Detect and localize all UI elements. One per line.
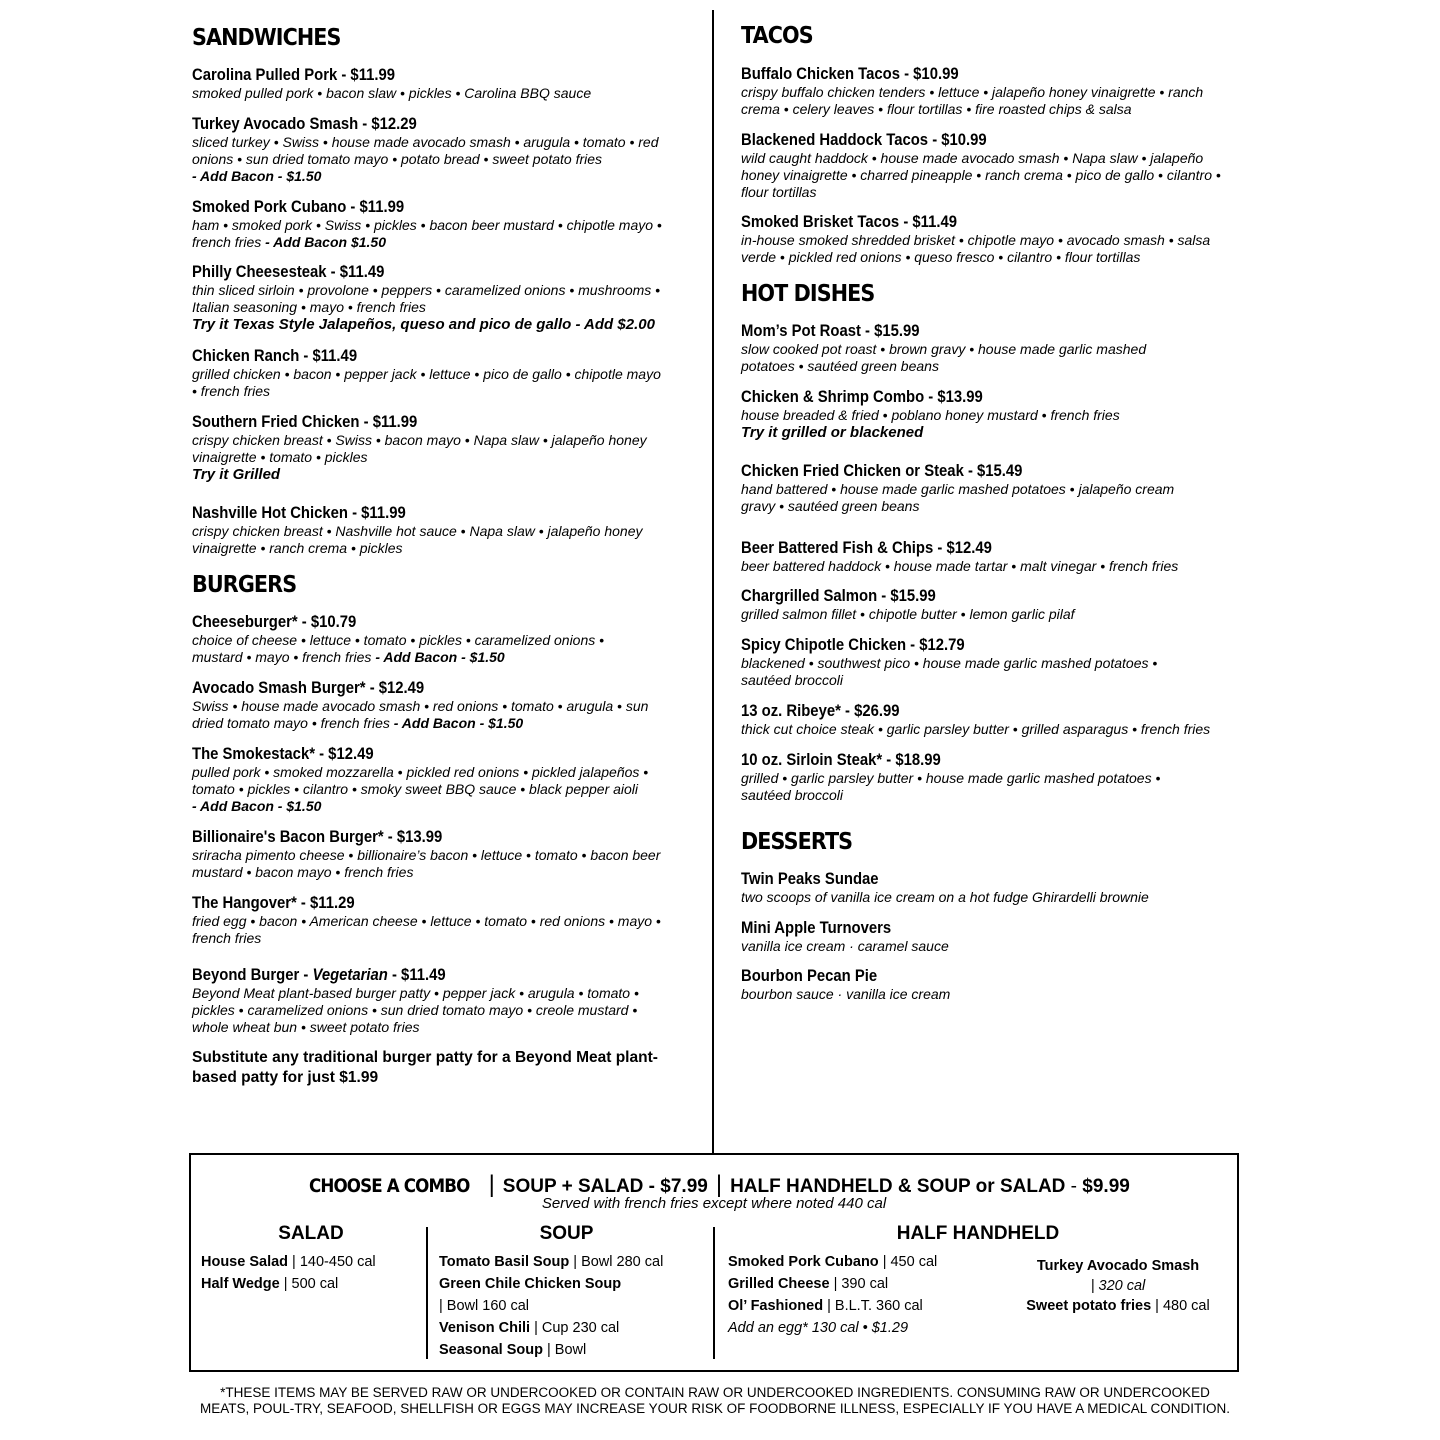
item-description: pulled pork • smoked mozzarella • pickled red onions • pickled jalapeños • tomato • pickles • cilantro • smoky sweet BBQ sauce • black pepper aioli - Add Bacon - $1.50 xyxy=(192,764,649,814)
item-note: Try it grilled or blackened xyxy=(741,424,924,441)
combo-turkey-name: Turkey Avocado Smash xyxy=(1036,1258,1200,1274)
combo-half-handheld: HALF HANDHELD & SOUP or SALAD xyxy=(730,1176,1066,1197)
menu-item xyxy=(192,413,682,484)
add-on: - Add Bacon - $1.50 xyxy=(192,798,322,814)
section-title-sandwiches: SANDWICHES xyxy=(192,25,341,51)
combo-fries-line: Sweet potato fries | 480 cal xyxy=(1026,1298,1210,1314)
combo-box xyxy=(189,1153,1239,1372)
menu-item xyxy=(741,702,1251,738)
item-note: Try it Grilled xyxy=(192,466,281,483)
item-name: Cheeseburger* - $10.79 xyxy=(192,613,357,631)
item-description: bourbon sauce · vanilla ice cream xyxy=(741,986,951,1002)
item-name: Chicken Fried Chicken or Steak - $15.49 xyxy=(741,462,1023,480)
item-name: Avocado Smash Burger* - $12.49 xyxy=(192,679,425,697)
combo-half-line: Ol’ Fashioned | B.L.T. 360 cal xyxy=(728,1298,923,1314)
combo-subtitle: Served with french fries except where noted 440 cal xyxy=(541,1195,887,1212)
substitute-note: Substitute any traditional burger patty for a Beyond Meat plant-based patty for just $1.99 xyxy=(192,1049,658,1086)
item-name: Chargrilled Salmon - $15.99 xyxy=(741,587,936,605)
combo-choose-title: CHOOSE A COMBO xyxy=(309,1175,470,1197)
raw-food-disclaimer: *THESE ITEMS MAY BE SERVED RAW OR UNDERCOOKED OR CONTAIN RAW OR UNDERCOOKED INGREDIENTS. CONSUMING RAW OR UNDERCOOKED MEATS, POUL-TRY, SEAFOOD, SHELLFISH OR EGGS MAY INCREASE YOUR RISK OF FOODBORNE ILLNESS, ESPECIALLY IF YOU HAVE A MEDICAL CONDITION. xyxy=(200,1385,1231,1416)
combo-turkey-cal: | 320 cal xyxy=(1090,1278,1146,1294)
combo-half-column xyxy=(728,1223,1228,1336)
item-description: fried egg • bacon • American cheese • lettuce • tomato • red onions • mayo • french fries xyxy=(192,913,661,946)
menu-item xyxy=(741,919,1251,955)
item-description: beer battered haddock • house made tartar • malt vinegar • french fries xyxy=(741,558,1179,574)
combo-soup-line: Venison Chili | Cup 230 cal xyxy=(439,1320,620,1336)
item-name: Carolina Pulled Pork - $11.99 xyxy=(192,66,396,84)
item-description: ham • smoked pork • Swiss • pickles • bacon beer mustard • chipotle mayo • french fries - Add Bacon $1.50 xyxy=(192,217,662,250)
menu-item xyxy=(741,967,1251,1003)
item-description: blackened • southwest pico • house made garlic mashed potatoes • sautéed broccoli xyxy=(741,655,1158,688)
desserts-section xyxy=(741,828,1251,856)
item-name: The Smokestack* - $12.49 xyxy=(192,745,374,763)
item-note: Try it Texas Style Jalapeños, queso and pico de gallo - Add $2.00 xyxy=(192,316,655,333)
menu-item xyxy=(741,636,1201,689)
item-description: in-house smoked shredded brisket • chipotle mayo • avocado smash • salsa verde • pickled red onions • queso fresco • cilantro • flour tortillas xyxy=(741,232,1211,265)
item-name: Mom’s Pot Roast - $15.99 xyxy=(741,322,920,340)
item-description: grilled salmon fillet • chipotle butter • lemon garlic pilaf xyxy=(741,606,1075,622)
item-name: 10 oz. Sirloin Steak* - $18.99 xyxy=(741,751,941,769)
item-description: two scoops of vanilla ice cream on a hot fudge Ghirardelli brownie xyxy=(741,889,1149,905)
item-name: Twin Peaks Sundae xyxy=(741,870,879,888)
tacos-section xyxy=(741,22,1251,50)
item-description: Swiss • house made avocado smash • red onions • tomato • arugula • sun dried tomato mayo • french fries - Add Bacon - $1.50 xyxy=(192,698,649,731)
section-title-tacos: TACOS xyxy=(741,23,813,49)
menu-item xyxy=(192,66,702,102)
menu-item xyxy=(192,198,687,251)
combo-half-line: Smoked Pork Cubano | 450 cal xyxy=(728,1254,938,1270)
combo-half-title: HALF HANDHELD xyxy=(896,1223,1060,1244)
combo-salad-line: House Salad | 140-450 cal xyxy=(201,1254,376,1270)
menu-item xyxy=(192,504,682,557)
item-name: 13 oz. Ribeye* - $26.99 xyxy=(741,702,900,720)
combo-separator: | xyxy=(715,1171,723,1198)
menu-item xyxy=(192,966,672,1036)
combo-soup-title: SOUP xyxy=(539,1223,594,1244)
item-name: Bourbon Pecan Pie xyxy=(741,967,878,985)
combo-soup-line: | Bowl 160 cal xyxy=(439,1298,530,1314)
item-description: Beyond Meat plant-based burger patty • pepper jack • arugula • tomato • pickles • caramelized onions • sun dried tomato mayo • creole mustard • whole wheat bun • sweet potato fries xyxy=(192,985,639,1035)
item-name: Smoked Brisket Tacos - $11.49 xyxy=(741,213,957,231)
combo-soup-line: Green Chile Chicken Soup xyxy=(439,1276,622,1292)
item-name: Buffalo Chicken Tacos - $10.99 xyxy=(741,65,959,83)
item-name: Billionaire's Bacon Burger* - $13.99 xyxy=(192,828,443,846)
menu-item xyxy=(192,828,662,881)
combo-add-egg: Add an egg* 130 cal • $1.29 xyxy=(728,1320,909,1336)
item-name: Beyond Burger - Vegetarian - $11.49 xyxy=(192,966,446,984)
combo-divider xyxy=(713,1227,715,1359)
item-description: slow cooked pot roast • brown gravy • house made garlic mashed potatoes • sautéed green beans xyxy=(741,341,1147,374)
item-description: thick cut choice steak • garlic parsley butter • grilled asparagus • french fries xyxy=(741,721,1211,737)
item-name: Chicken Ranch - $11.49 xyxy=(192,347,358,365)
item-name: Southern Fried Chicken - $11.99 xyxy=(192,413,418,431)
section-title-burgers: BURGERS xyxy=(192,572,297,598)
item-name: Chicken & Shrimp Combo - $13.99 xyxy=(741,388,983,406)
section-title-desserts: DESSERTS xyxy=(741,829,853,855)
combo-dash: - xyxy=(1065,1176,1083,1197)
item-name: The Hangover* - $11.29 xyxy=(192,894,355,912)
menu-item xyxy=(741,870,1251,906)
sandwiches-section xyxy=(192,24,702,52)
menu-item xyxy=(192,679,652,732)
item-description: smoked pulled pork • bacon slaw • pickles • Carolina BBQ sauce xyxy=(192,85,592,101)
menu-item xyxy=(741,388,1241,442)
item-name: Blackened Haddock Tacos - $10.99 xyxy=(741,131,987,149)
item-description: crispy chicken breast • Swiss • bacon mayo • Napa slaw • jalapeño honey vinaigrette • tomato • pickles xyxy=(192,432,647,465)
item-name: Nashville Hot Chicken - $11.99 xyxy=(192,504,406,522)
add-on: - Add Bacon - $1.50 xyxy=(375,649,505,665)
item-description: vanilla ice cream · caramel sauce xyxy=(741,938,949,954)
menu-item xyxy=(192,263,687,334)
item-description: thin sliced sirloin • provolone • peppers • caramelized onions • mushrooms • Italian seasoning • mayo • french fries xyxy=(192,282,661,315)
burgers-section xyxy=(192,571,702,599)
item-name: Turkey Avocado Smash - $12.29 xyxy=(192,115,417,133)
menu-item xyxy=(192,115,670,185)
menu-item xyxy=(741,322,1181,375)
hot-dishes-section xyxy=(741,280,1251,308)
column-divider xyxy=(712,10,714,1154)
item-description: wild caught haddock • house made avocado smash • Napa slaw • jalapeño honey vinaigrette • charred pineapple • ranch crema • pico de gallo • cilantro • flour tortillas xyxy=(741,150,1221,200)
add-on: - Add Bacon - $1.50 xyxy=(393,715,524,731)
item-description: crispy chicken breast • Nashville hot sauce • Napa slaw • jalapeño honey vinaigrette • ranch crema • pickles xyxy=(192,523,643,556)
item-description: grilled • garlic parsley butter • house made garlic mashed potatoes • sautéed broccoli xyxy=(741,770,1161,803)
section-title-hot-dishes: HOT DISHES xyxy=(741,281,875,307)
item-description: sliced turkey • Swiss • house made avocado smash • arugula • tomato • red onions • sun dried tomato mayo • potato bread • sweet potato fries - Add Bacon - $1.50 xyxy=(192,134,659,184)
menu-item xyxy=(741,131,1236,201)
combo-half-price: $9.99 xyxy=(1082,1176,1130,1197)
menu-item xyxy=(192,745,682,815)
item-name: Spicy Chipotle Chicken - $12.79 xyxy=(741,636,965,654)
menu-item xyxy=(192,894,687,947)
item-description: choice of cheese • lettuce • tomato • pickles • caramelized onions • mustard • mayo • french fries - Add Bacon - $1.50 xyxy=(192,632,605,665)
item-name: Smoked Pork Cubano - $11.99 xyxy=(192,198,405,216)
item-name: Mini Apple Turnovers xyxy=(741,919,892,937)
add-on: - Add Bacon - $1.50 xyxy=(192,168,322,184)
menu-item xyxy=(741,587,1241,623)
combo-separator: | xyxy=(488,1171,495,1198)
combo-soup-column xyxy=(439,1223,699,1361)
menu-item xyxy=(192,347,662,400)
menu-item xyxy=(741,462,1211,515)
item-name: Beer Battered Fish & Chips - $12.49 xyxy=(741,539,992,557)
combo-soup-line: Seasonal Soup | Bowl xyxy=(439,1342,587,1358)
combo-soup-line: Tomato Basil Soup | Bowl 280 cal xyxy=(439,1254,664,1270)
item-description: grilled chicken • bacon • pepper jack • lettuce • pico de gallo • chipotle mayo • french fries xyxy=(192,366,661,399)
combo-divider xyxy=(426,1227,428,1359)
combo-salad-line: Half Wedge | 500 cal xyxy=(201,1276,339,1292)
combo-salad-title: SALAD xyxy=(278,1223,344,1244)
combo-soup-salad: SOUP + SALAD - $7.99 xyxy=(502,1176,708,1197)
item-description: house breaded & fried • poblano honey mustard • french fries xyxy=(741,407,1120,423)
combo-half-line: Grilled Cheese | 390 cal xyxy=(728,1276,889,1292)
item-description: crispy buffalo chicken tenders • lettuce • jalapeño honey vinaigrette • ranch crema • celery leaves • flour tortillas • fire roasted chips & salsa xyxy=(741,84,1204,117)
combo-salad-column xyxy=(201,1223,421,1295)
menu-item xyxy=(741,539,1241,575)
item-name: Philly Cheesesteak - $11.49 xyxy=(192,263,385,281)
add-on: - Add Bacon $1.50 xyxy=(265,234,386,250)
item-description: hand battered • house made garlic mashed potatoes • jalapeño cream gravy • sautéed green beans xyxy=(741,481,1175,514)
menu-item xyxy=(741,751,1201,804)
menu-item xyxy=(741,65,1241,118)
menu-item xyxy=(192,613,642,666)
item-description: sriracha pimento cheese • billionaire’s bacon • lettuce • tomato • bacon beer mustard • bacon mayo • french fries xyxy=(192,847,661,880)
menu-item xyxy=(741,213,1211,266)
